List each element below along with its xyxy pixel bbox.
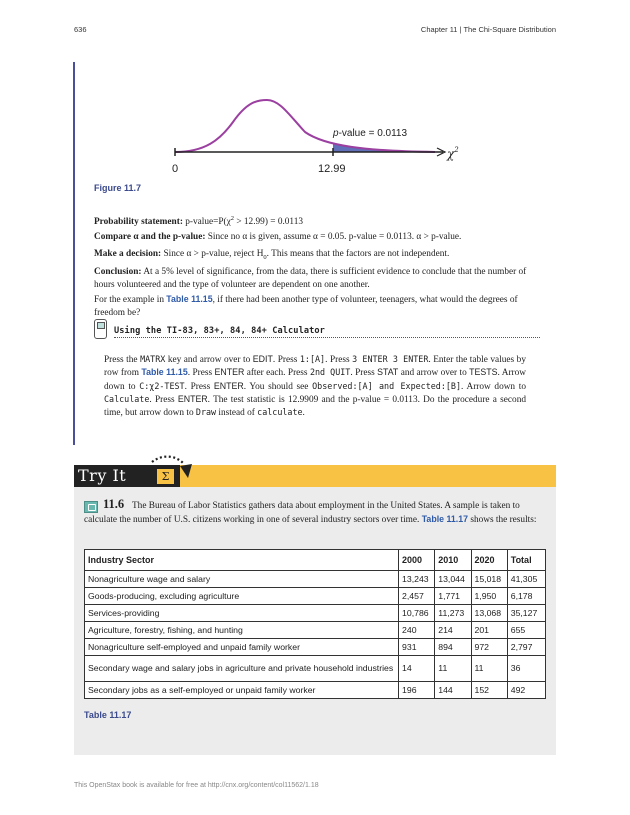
calculator-icon <box>94 319 107 339</box>
p-value-annotation-text: -value = 0.0113 <box>338 128 408 139</box>
page-number: 636 <box>74 25 87 34</box>
table-11-15-link[interactable]: Table 11.15 <box>166 294 213 304</box>
table-row <box>85 682 546 699</box>
cell-sector: Goods-producing, excluding agriculture <box>85 588 399 605</box>
table-row <box>85 639 546 656</box>
cell-total: 36 <box>507 656 545 682</box>
cell-total: 35,127 <box>507 605 545 622</box>
cell-total: 41,305 <box>507 571 545 588</box>
calculator-divider <box>114 337 540 338</box>
calculator-title: Using the TI-83, 83+, 84, 84+ Calculator <box>114 326 325 336</box>
cell-2000: 240 <box>399 622 435 639</box>
figure-caption: Figure 11.7 <box>94 183 142 193</box>
cell-2010: 11,273 <box>435 605 471 622</box>
chi-square-curve <box>175 100 435 152</box>
cell-2010: 144 <box>435 682 471 699</box>
table-row <box>85 622 546 639</box>
cell-2000: 14 <box>399 656 435 682</box>
cell-2010: 214 <box>435 622 471 639</box>
cell-2020: 152 <box>471 682 507 699</box>
table-row <box>85 605 546 622</box>
decision-statement: Make a decision: Since α > p-value, reject $H_0$. This means that the factors are not independent. <box>94 249 450 261</box>
header-2010: 2010 <box>435 550 471 571</box>
table-header-row <box>85 550 546 571</box>
cell-2020: 11 <box>471 656 507 682</box>
cell-2020: 201 <box>471 622 507 639</box>
cell-total: 655 <box>507 622 545 639</box>
p-value-annotation: p-value = 0.0113 <box>333 128 408 139</box>
cell-2000: 931 <box>399 639 435 656</box>
cell-2020: 15,018 <box>471 571 507 588</box>
cell-sector: Nonagriculture self-employed and unpaid family worker <box>85 639 399 656</box>
table-row <box>85 588 546 605</box>
calculator-heading <box>94 319 540 339</box>
cell-2010: 894 <box>435 639 471 656</box>
example-question: For the example in Table 11.15, if there had been another type of volunteer, teenagers, what would the degrees of freedom be? <box>94 294 518 318</box>
exercise-text: The Bureau of Labor Statistics gathers data about employment in the United States. A sample is taken to calculate the number of U.S. citizens working in one of several industry sectors over time. Table 11.17 shows the results: <box>84 501 537 525</box>
chapter-title: Chapter 11 | The Chi-Square Distribution <box>420 25 556 34</box>
header-total: Total <box>507 550 545 571</box>
try-it-label: Try It Σ <box>74 465 180 487</box>
cell-sector: Nonagriculture wage and salary <box>85 571 399 588</box>
chi-square-figure <box>165 92 459 177</box>
axis-value-label: 12.99 <box>318 163 346 175</box>
cell-sector: Secondary wage and salary jobs in agriculture and private household industries <box>85 656 399 682</box>
cell-2010: 13,044 <box>435 571 471 588</box>
cell-2000: 13,243 <box>399 571 435 588</box>
footer-note: This OpenStax book is available for free at http://cnx.org/content/col11562/1.18 <box>74 782 319 789</box>
probability-statement: Probability statement: $p-value=P(\chi^2 > 12.99) = 0.0113$ <box>94 215 304 228</box>
header-2000: 2000 <box>399 550 435 571</box>
employment-table <box>84 549 546 699</box>
conclusion-statement: Conclusion: At a 5% level of significance, from the data, there is sufficient evidence to conclude that the number of hours volunteered and the type of volunteer are dependent on one another. <box>94 267 527 290</box>
header-sector: Industry Sector <box>85 550 399 571</box>
cell-2020: 972 <box>471 639 507 656</box>
table-11-17-link[interactable]: Table 11.17 <box>421 513 468 524</box>
calculator-instructions: Press the MATRX key and arrow over to EDIT. Press 1:[A]. Press 3 ENTER 3 ENTER. Enter the table values by row from Table 11.15. Press ENTER after each. Press 2nd QUIT. Press STAT and arrow over to TESTS. Arrow down to C:χ2-TEST. Press ENTER. You should see Observed:[A] and Expected:[B]. Arrow down to Calculate. Press ENTER. The test statistic is 12.9909 and the p-value = 0.0113. Do the procedure a second time, but arrow down to Draw instead of calculate. <box>104 354 527 419</box>
table-row <box>85 656 546 682</box>
cell-sector: Services-providing <box>85 605 399 622</box>
cell-total: 6,178 <box>507 588 545 605</box>
cell-2000: 2,457 <box>399 588 435 605</box>
dotted-arrow-icon <box>150 452 195 480</box>
section-sidebar-rule <box>73 62 75 445</box>
cell-sector: Agriculture, forestry, fishing, and hunting <box>85 622 399 639</box>
cell-2020: 1,950 <box>471 588 507 605</box>
axis-zero-label: 0 <box>172 163 179 175</box>
cell-2000: 196 <box>399 682 435 699</box>
compare-statement: Compare α and the p-value: Since no α is given, assume α = 0.05. p-value = 0.0113. α > p-value. <box>94 232 462 242</box>
table-11-15-link-2[interactable]: Table 11.15 <box>141 367 188 378</box>
table-row <box>85 571 546 588</box>
header-2020: 2020 <box>471 550 507 571</box>
exercise-number: 11.6 <box>103 497 125 511</box>
cell-total: 2,797 <box>507 639 545 656</box>
cell-2000: 10,786 <box>399 605 435 622</box>
sigma-icon: Σ <box>157 469 174 484</box>
cell-sector: Secondary jobs as a self-employed or unpaid family worker <box>85 682 399 699</box>
cell-2010: 1,771 <box>435 588 471 605</box>
chi-square-axis-symbol: $\chi^2$ <box>447 146 459 161</box>
cell-total: 492 <box>507 682 545 699</box>
cell-2010: 11 <box>435 656 471 682</box>
table-caption: Table 11.17 <box>84 710 132 720</box>
cell-2020: 13,068 <box>471 605 507 622</box>
try-it-banner <box>74 465 556 487</box>
